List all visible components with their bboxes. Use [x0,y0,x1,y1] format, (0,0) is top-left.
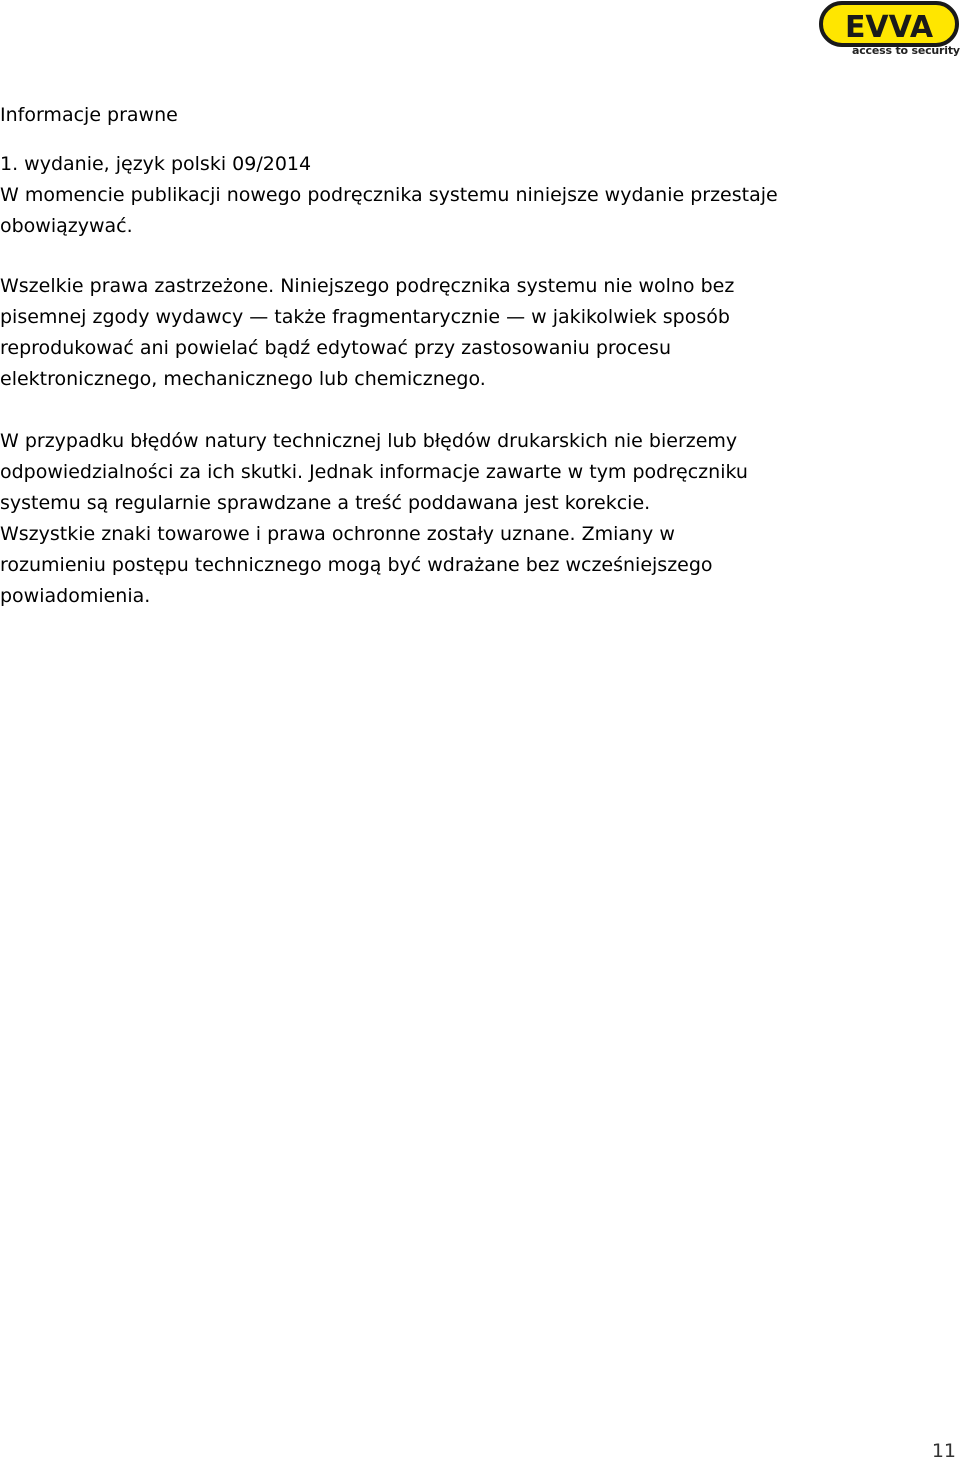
rights-line: pisemnej zgody wydawcy — także fragmentarycznie — w jakikolwiek sposób [0,306,730,328]
edition-line: 1. wydanie, język polski 09/2014 [0,153,312,175]
rights-line: Wszelkie prawa zastrzeżone. Niniejszego podręcznika systemu nie wolno bez [0,275,735,297]
rights-line: elektronicznego, mechanicznego lub chemicznego. [0,368,486,390]
errors-line: odpowiedzialności za ich skutki. Jednak informacje zawarte w tym podręczniku [0,461,748,483]
errors-line: Wszystkie znaki towarowe i prawa ochronne zostały uznane. Zmiany w [0,523,675,545]
errors-paragraph [0,426,900,612]
logo-wordmark: EVVA [844,10,934,45]
errors-line: systemu są regularnie sprawdzane a treść poddawana jest korekcie. [0,492,651,514]
rights-paragraph [0,271,900,395]
errors-line: rozumieniu postępu technicznego mogą być wdrażane bez wcześniejszego [0,554,713,576]
edition-paragraph [0,149,900,242]
rights-line: reprodukować ani powielać bądź edytować przy zastosowaniu procesu [0,337,671,359]
logo-tagline: access to security [852,44,960,57]
edition-line: obowiązywać. [0,215,133,237]
errors-line: W przypadku błędów natury technicznej lub błędów drukarskich nie bierzemy [0,430,738,452]
document-body [0,100,900,612]
edition-line: W momencie publikacji nowego podręcznika systemu niniejsze wydanie przestaje [0,184,778,206]
errors-line: powiadomienia. [0,585,151,607]
page-title: Informacje prawne [0,104,178,126]
evva-logo [818,0,960,62]
page-number: 11 [931,1440,956,1462]
